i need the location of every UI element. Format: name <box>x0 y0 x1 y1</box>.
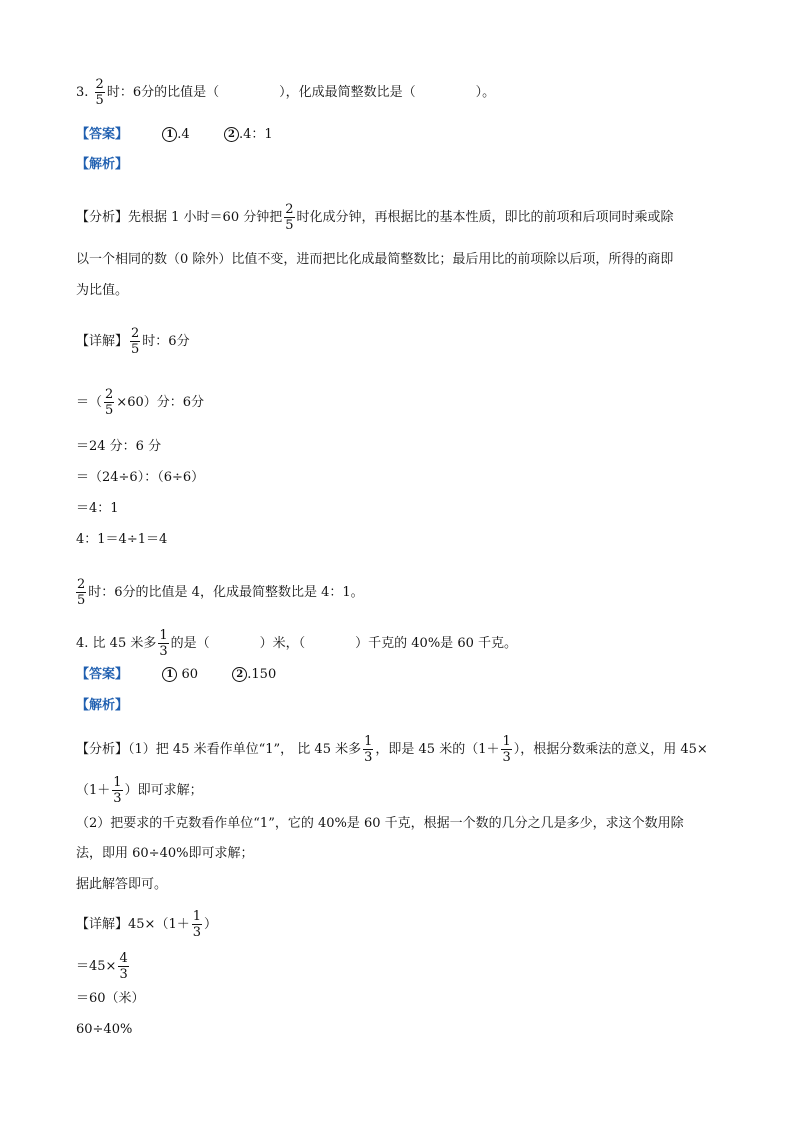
q4-answer <box>76 666 276 684</box>
q3-fenxi-line-1: 【分析】先根据 1 小时＝60 分钟把 $\frac{2}{5}$ 时化成分钟，再根据比的基本性质，即比的前项和后项同时乘或除 <box>76 202 674 233</box>
q3-stem: 3. $\frac{2}{5}$ 时：6分的比值是（ ），化成最简整数比是（ ）。 <box>76 77 496 108</box>
fenxi-label: 【分析】 <box>76 742 129 757</box>
xiangjie-label: 【详解】 <box>76 917 129 932</box>
q4-answer-2: .150 <box>247 667 277 682</box>
q3-step-1: ＝（ $\frac{2}{5}$ ×60）分：6分 <box>76 387 205 418</box>
q4-fenxi-line-3: （2）把要求的千克数看作单位“1”，它的 40%是 60 千克，根据一个数的几分之几是多少，求这个数用除 <box>76 816 684 831</box>
xiangjie-label: 【详解】 <box>76 334 129 349</box>
q3-fenxi-line-3: 为比值。 <box>76 283 129 298</box>
q4-number: 4. 比 45 米多 <box>76 636 157 651</box>
circled-2-icon: 2 <box>232 667 247 682</box>
q3-answer-2: .4：1 <box>238 127 273 142</box>
q3-step-2: ＝24 分：6 分 <box>76 439 162 454</box>
q3-step-4: ＝4：1 <box>76 501 119 516</box>
q3-fraction-2-5: $\frac{2}{5}$ <box>285 202 294 233</box>
fenxi-label: 【分析】 <box>76 210 129 225</box>
q4-analysis-label: 【解析】 <box>76 698 129 713</box>
q3-xiangjie-line-1: 【详解】 $\frac{2}{5}$ 时：6分 <box>76 326 190 357</box>
q3-fraction: $\frac{2}{5}$ <box>95 77 104 108</box>
q4-step-3: 60÷40% <box>76 1022 133 1037</box>
q3-conclusion: $\frac{2}{5}$ 时：6分的比值是 4，化成最简整数比是 4：1。 <box>77 577 364 608</box>
q4-answer-1: 60 <box>181 667 198 682</box>
q3-fenxi-line-2: 以一个相同的数（0 除外）比值不变，进而把比化成最简整数比；最后用比的前项除以后项，所得的商即 <box>76 252 674 267</box>
q4-fenxi-line-5: 据此解答即可。 <box>76 877 168 892</box>
circled-2-icon: 2 <box>224 127 239 142</box>
q4-step-1: ＝45× $\frac{4}{3}$ <box>76 951 128 982</box>
q3-step-5: 4：1＝4÷1＝4 <box>76 532 168 547</box>
circled-1-icon: 1 <box>162 667 177 682</box>
answer-label: 【答案】 <box>76 667 129 682</box>
circled-1-icon: 1 <box>162 127 177 142</box>
q3-step-3: ＝（24÷6）：（6÷6） <box>76 470 205 485</box>
q4-fenxi-line-1: 【分析】（1）把 45 米看作单位“1”， 比 45 米多 $\frac{1}{3}$ ，即是 45 米的（1＋ $\frac{1}{3}$ ），根据分数乘法的意义，用 45× <box>76 734 708 765</box>
q4-fraction: $\frac{1}{3}$ <box>159 628 168 659</box>
q3-analysis-label: 【解析】 <box>76 157 129 172</box>
answer-label: 【答案】 <box>76 127 129 142</box>
q3-answer <box>76 126 273 144</box>
q3-answer-1: .4 <box>177 127 190 142</box>
q4-xiangjie-line-1: 【详解】45×（1＋ $\frac{1}{3}$ ） <box>76 909 218 940</box>
q4-fenxi-line-2: （1＋ $\frac{1}{3}$ ）即可求解； <box>76 775 203 806</box>
q4-fenxi-line-4: 法，即用 60÷40%即可求解； <box>76 846 254 861</box>
q4-step-2: ＝60（米） <box>76 991 145 1006</box>
q4-stem: 4. 比 45 米多 $\frac{1}{3}$ 的是（ ）米，（ ）千克的 40%是 60 千克。 <box>76 628 517 659</box>
q3-number: 3. <box>76 85 89 100</box>
